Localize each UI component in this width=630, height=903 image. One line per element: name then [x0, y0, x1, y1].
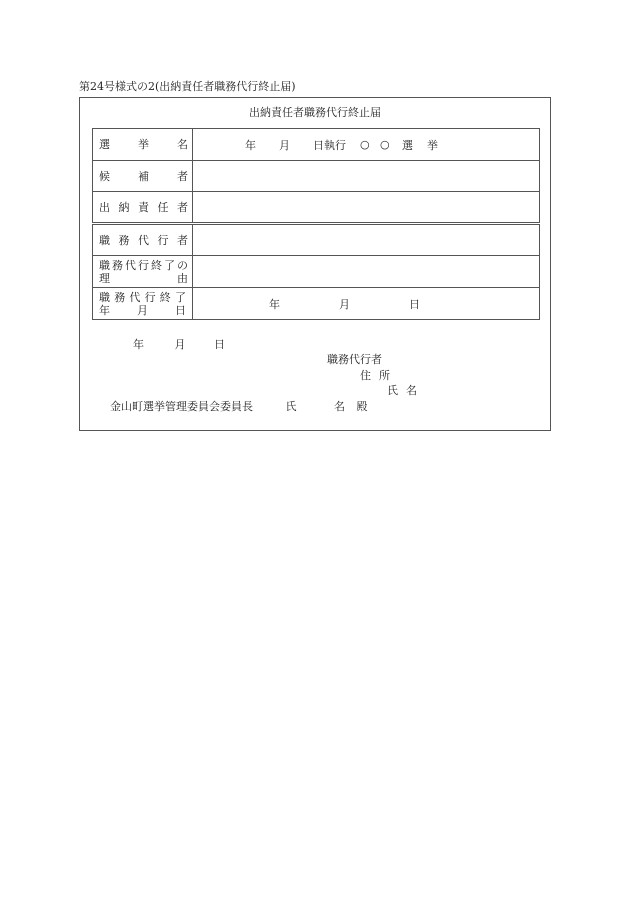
reason-label-line2: 理 由	[99, 271, 188, 285]
submission-year-label: 年	[133, 338, 144, 351]
election-date-line	[193, 129, 539, 160]
deputy-label: 職 務 代 行 者	[99, 233, 188, 247]
election-name-field[interactable]	[193, 129, 540, 161]
end-date-month-label: 月	[339, 297, 350, 311]
reason-label-line1: 職 務 代 行 終 了 の	[99, 258, 188, 272]
candidate-label-cell	[93, 161, 193, 192]
submission-month-label: 月	[174, 338, 186, 351]
candidate-row	[93, 161, 540, 192]
candidate-label: 候 補 者	[99, 169, 188, 183]
deputy-row	[93, 224, 540, 256]
end-date-field[interactable]	[193, 288, 540, 320]
reason-label-cell	[93, 256, 193, 288]
reason-field[interactable]	[193, 256, 540, 288]
election-month-label: 月	[279, 138, 290, 152]
candidate-field[interactable]	[193, 161, 540, 192]
election-year-label: 年	[245, 138, 256, 152]
signatory-deputy-label: 職務代行者	[327, 353, 382, 366]
treasurer-label: 出 納 責 任 者	[99, 200, 188, 214]
addressee-given-name-label: 名	[334, 400, 353, 413]
submission-day-label: 日	[214, 338, 225, 351]
reason-row	[93, 256, 540, 288]
treasurer-row	[93, 192, 540, 224]
election-row	[93, 129, 540, 161]
signatory-name-label: 氏名	[387, 384, 425, 397]
end-date-label-line2: 年 月 日	[99, 303, 186, 317]
deputy-field[interactable]	[193, 224, 540, 256]
form-table	[92, 128, 540, 320]
addressee-organization: 金山町選挙管理委員会委員長	[110, 400, 253, 413]
election-circle-2: ○	[380, 138, 390, 151]
election-circle-1: ○	[360, 138, 370, 151]
end-date-label-line1: 職 務 代 行 終 了	[99, 290, 186, 304]
submission-date	[133, 338, 225, 352]
treasurer-label-cell	[93, 192, 193, 224]
deputy-label-cell	[93, 224, 193, 256]
election-suffix-label: 選挙	[402, 138, 452, 152]
form-title: 出納責任者職務代行終止届	[249, 106, 381, 119]
form-number: 第24号様式の2(出納責任者職務代行終止届)	[79, 80, 296, 93]
election-name-label-cell	[93, 129, 193, 161]
election-name-label: 選 挙 名	[99, 138, 188, 151]
addressee-line	[110, 400, 368, 414]
addressee-honorific: 殿	[356, 400, 368, 413]
end-date-day-label: 日	[409, 297, 420, 311]
end-date-line	[193, 288, 539, 319]
form-frame	[79, 97, 551, 431]
end-date-label-cell	[93, 288, 193, 320]
signatory-address-label: 住所	[360, 369, 398, 382]
addressee-surname-label: 氏	[285, 400, 297, 413]
election-day-held-label: 日執行	[313, 138, 346, 152]
end-date-row	[93, 288, 540, 320]
end-date-year-label: 年	[269, 297, 280, 311]
treasurer-field[interactable]	[193, 192, 540, 224]
